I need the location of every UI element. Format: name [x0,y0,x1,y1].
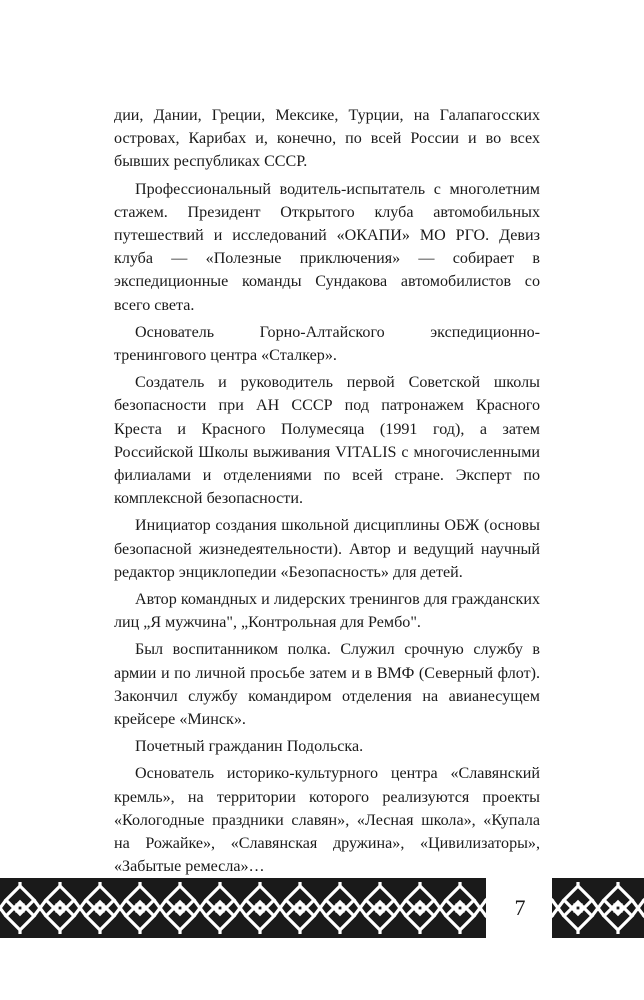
paragraph: Инициатор создания школьной дисциплины ОБЖ (основы безопасной жизнедеятельности). Автор и ведущий научный редактор энциклопедии «Безопасность» для детей. [114,517,540,581]
body-text [114,104,540,879]
paragraph: Профессиональный водитель-испытатель с многолетним стажем. Президент Открытого клуба автомобильных путешествий и исследований «ОКАПИ» МО РГО. Девиз клуба — «Полезные приключения» — собирает в экспедиционные команды Сундакова автомобилистов со всего света. [114,180,540,314]
paragraph: Основатель историко-культурного центра «Славянский кремль», на территории которого реализуются проекты «Кологодные праздники славян», «Лесная школа», «Купала на Рожайке», «Славянская дружина», «Цивилизаторы», «Забытые ремесла»… [114,765,540,876]
paragraph: Основатель Горно-Алтайского экспедиционно-тренингового центра «Сталкер». [114,323,540,365]
paragraph: Автор командных и лидерских тренингов для гражданских лиц „Я мужчина", „Контрольная для Рембо". [114,591,540,632]
paragraph: Создатель и руководитель первой Советской школы безопасности при АН СССР под патронажем Красного Креста и Красного Полумесяца (1991 год), а затем Российской Школы выживания VITALIS с многочисленными филиалами и отделениями по всей стране. Эксперт по комплексной безопасности. [114,374,540,508]
paragraph: Был воспитанником полка. Служил срочную службу в армии и по личной просьбе затем и в ВМФ (Северный флот). Закончил службу командиром отделения на авианесущем крейсере «Минск». [114,641,540,729]
paragraph: Почетный гражданин Подольска. [135,738,364,756]
paragraph: дии, Дании, Греции, Мексике, Турции, на Галапагосских островах, Карибах и, конечно, по всей России и во всех бывших республиках СССР. [114,107,540,171]
slavic-knot-ornament-icon [552,878,644,938]
page-number: 7 [514,895,526,920]
slavic-knot-ornament-icon [0,878,486,938]
